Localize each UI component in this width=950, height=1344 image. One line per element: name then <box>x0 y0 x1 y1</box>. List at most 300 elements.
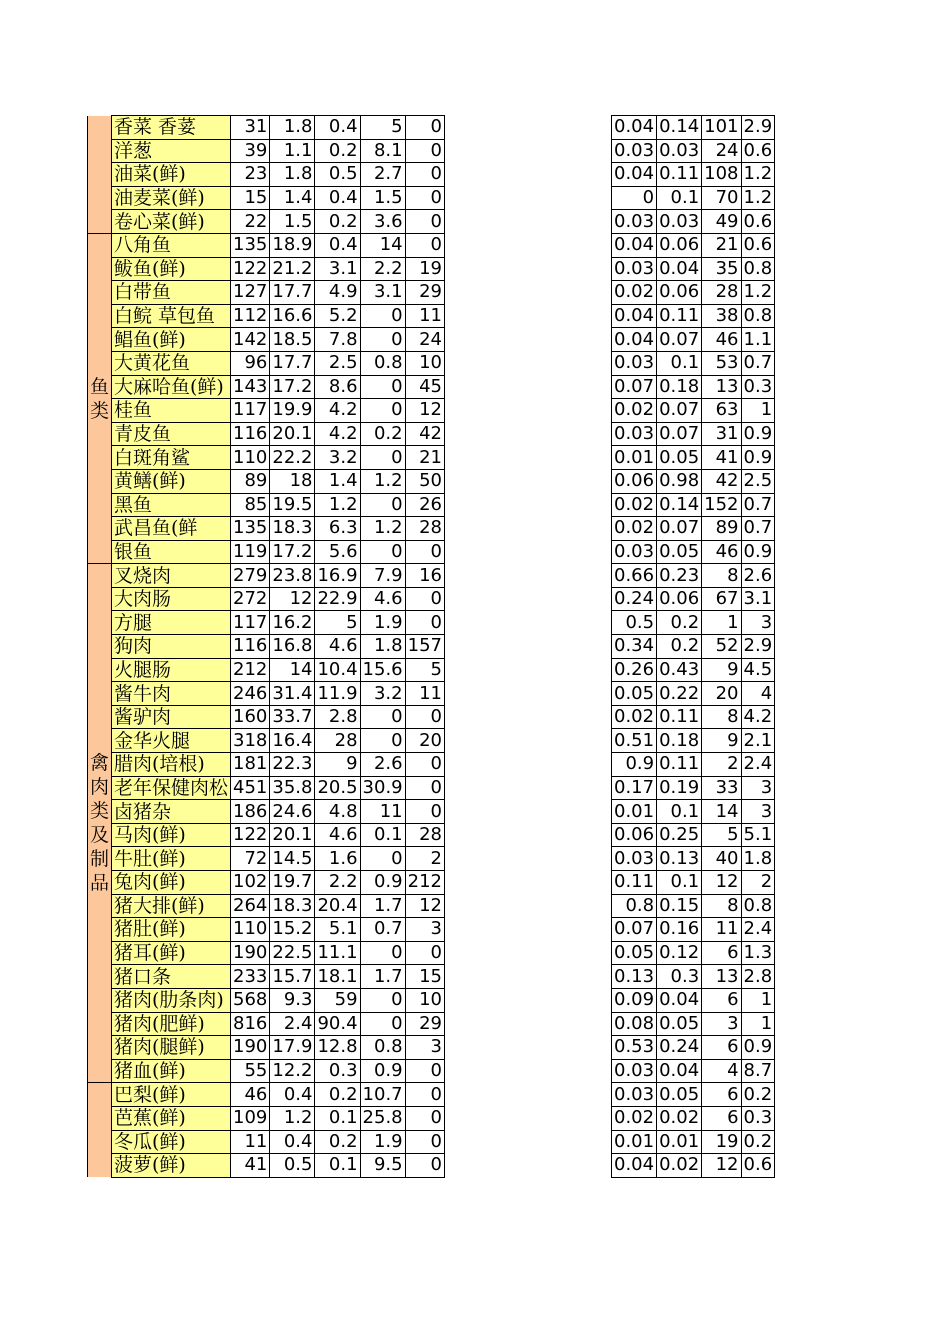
value-cell: 0.07 <box>657 422 702 446</box>
value-cell: 143 <box>231 375 270 399</box>
value-cell: 39 <box>231 139 270 163</box>
value-cell: 42 <box>702 469 741 493</box>
value-cell: 0.03 <box>612 422 657 446</box>
value-cell: 4.6 <box>315 635 360 659</box>
value-cell: 72 <box>231 847 270 871</box>
value-cell: 0.53 <box>612 1036 657 1060</box>
table-row <box>88 800 445 824</box>
value-cell: 0.3 <box>741 375 775 399</box>
value-cell: 0.1 <box>657 871 702 895</box>
value-cell: 17.9 <box>270 1036 315 1060</box>
nutrition-table-right <box>611 115 775 1178</box>
value-cell: 1.7 <box>360 894 405 918</box>
value-cell: 0 <box>405 233 444 257</box>
value-cell: 0.04 <box>657 1059 702 1083</box>
value-cell: 0.1 <box>360 823 405 847</box>
table-row <box>612 257 775 281</box>
value-cell: 14 <box>702 800 741 824</box>
value-cell: 0 <box>405 1106 444 1130</box>
value-cell: 33.7 <box>270 705 315 729</box>
value-cell: 0 <box>405 1083 444 1107</box>
value-cell: 46 <box>702 540 741 564</box>
table-row <box>88 1036 445 1060</box>
value-cell: 0 <box>405 116 444 140</box>
table-row <box>88 1059 445 1083</box>
table-row <box>88 941 445 965</box>
table-row <box>88 304 445 328</box>
food-name-cell: 鲳鱼(鲜) <box>112 328 231 352</box>
value-cell: 0.2 <box>315 210 360 234</box>
value-cell: 6 <box>702 1036 741 1060</box>
value-cell: 16.2 <box>270 611 315 635</box>
value-cell: 0.02 <box>657 1154 702 1178</box>
table-row <box>612 233 775 257</box>
value-cell: 22.2 <box>270 446 315 470</box>
table-row <box>612 753 775 777</box>
value-cell: 17.7 <box>270 351 315 375</box>
value-cell: 21 <box>702 233 741 257</box>
value-cell: 13 <box>702 375 741 399</box>
value-cell: 212 <box>405 871 444 895</box>
value-cell: 3 <box>405 1036 444 1060</box>
value-cell: 2.4 <box>741 753 775 777</box>
value-cell: 0 <box>405 1059 444 1083</box>
table-row <box>612 871 775 895</box>
value-cell: 1 <box>702 611 741 635</box>
value-cell: 8.6 <box>315 375 360 399</box>
food-name-cell: 猪大排(鲜) <box>112 894 231 918</box>
table-row <box>88 1012 445 1036</box>
value-cell: 2.5 <box>741 469 775 493</box>
value-cell: 28 <box>702 281 741 305</box>
value-cell: 0.11 <box>657 705 702 729</box>
category-char: 品 <box>90 872 110 895</box>
value-cell: 0 <box>360 941 405 965</box>
value-cell: 0.4 <box>315 186 360 210</box>
table-row <box>612 281 775 305</box>
table-row <box>612 1106 775 1130</box>
table-row <box>88 186 445 210</box>
table-row <box>612 705 775 729</box>
value-cell: 0.13 <box>612 965 657 989</box>
value-cell: 0.02 <box>612 517 657 541</box>
table-row <box>88 493 445 517</box>
category-label <box>88 1083 112 1177</box>
value-cell: 0.51 <box>612 729 657 753</box>
value-cell: 38 <box>702 304 741 328</box>
value-cell: 1.4 <box>315 469 360 493</box>
value-cell: 6.3 <box>315 517 360 541</box>
value-cell: 0.8 <box>612 894 657 918</box>
value-cell: 119 <box>231 540 270 564</box>
value-cell: 108 <box>702 163 741 187</box>
value-cell: 0.03 <box>657 210 702 234</box>
value-cell: 5 <box>360 116 405 140</box>
value-cell: 2 <box>405 847 444 871</box>
food-name-cell: 马肉(鲜) <box>112 823 231 847</box>
table-row <box>612 446 775 470</box>
value-cell: 63 <box>702 399 741 423</box>
table-row <box>88 894 445 918</box>
table-row <box>612 493 775 517</box>
value-cell: 17.2 <box>270 375 315 399</box>
value-cell: 0.04 <box>612 304 657 328</box>
value-cell: 0.5 <box>315 163 360 187</box>
value-cell: 4 <box>741 682 775 706</box>
value-cell: 31 <box>702 422 741 446</box>
value-cell: 190 <box>231 1036 270 1060</box>
value-cell: 19.9 <box>270 399 315 423</box>
value-cell: 2.5 <box>315 351 360 375</box>
value-cell: 0.11 <box>612 871 657 895</box>
value-cell: 0.2 <box>657 611 702 635</box>
value-cell: 42 <box>405 422 444 446</box>
value-cell: 26 <box>405 493 444 517</box>
value-cell: 14.5 <box>270 847 315 871</box>
value-cell: 0 <box>405 540 444 564</box>
food-name-cell: 酱牛肉 <box>112 682 231 706</box>
value-cell: 18 <box>270 469 315 493</box>
value-cell: 5.2 <box>315 304 360 328</box>
value-cell: 135 <box>231 517 270 541</box>
value-cell: 190 <box>231 941 270 965</box>
food-name-cell: 黄鳝(鲜) <box>112 469 231 493</box>
value-cell: 0 <box>405 611 444 635</box>
value-cell: 2.7 <box>360 163 405 187</box>
table-row <box>612 776 775 800</box>
food-name-cell: 洋葱 <box>112 139 231 163</box>
value-cell: 0.7 <box>741 517 775 541</box>
value-cell: 110 <box>231 918 270 942</box>
value-cell: 4.8 <box>315 800 360 824</box>
table-row <box>88 233 445 257</box>
value-cell: 1.9 <box>360 1130 405 1154</box>
value-cell: 0.05 <box>657 446 702 470</box>
value-cell: 0.5 <box>612 611 657 635</box>
food-name-cell: 卤猪杂 <box>112 800 231 824</box>
value-cell: 11 <box>360 800 405 824</box>
value-cell: 70 <box>702 186 741 210</box>
value-cell: 96 <box>231 351 270 375</box>
value-cell: 0.03 <box>612 139 657 163</box>
value-cell: 11 <box>405 682 444 706</box>
table-row <box>612 658 775 682</box>
value-cell: 10.7 <box>360 1083 405 1107</box>
value-cell: 0.1 <box>315 1106 360 1130</box>
value-cell: 0.02 <box>612 399 657 423</box>
value-cell: 0.98 <box>657 469 702 493</box>
table-row <box>612 965 775 989</box>
table-row <box>612 823 775 847</box>
value-cell: 30.9 <box>360 776 405 800</box>
value-cell: 186 <box>231 800 270 824</box>
value-cell: 11 <box>702 918 741 942</box>
value-cell: 0.5 <box>270 1154 315 1178</box>
value-cell: 0.6 <box>741 233 775 257</box>
value-cell: 0 <box>405 186 444 210</box>
value-cell: 67 <box>702 587 741 611</box>
value-cell: 12.2 <box>270 1059 315 1083</box>
value-cell: 6 <box>702 1106 741 1130</box>
value-cell: 14 <box>360 233 405 257</box>
table-row <box>88 965 445 989</box>
value-cell: 0.07 <box>657 517 702 541</box>
food-name-cell: 巴梨(鲜) <box>112 1083 231 1107</box>
food-name-cell: 火腿肠 <box>112 658 231 682</box>
value-cell: 21 <box>405 446 444 470</box>
value-cell: 46 <box>231 1083 270 1107</box>
value-cell: 116 <box>231 422 270 446</box>
value-cell: 0.1 <box>657 186 702 210</box>
table-row <box>612 800 775 824</box>
value-cell: 0 <box>612 186 657 210</box>
value-cell: 31.4 <box>270 682 315 706</box>
value-cell: 0.06 <box>612 469 657 493</box>
value-cell: 0.2 <box>315 1083 360 1107</box>
value-cell: 12 <box>702 871 741 895</box>
value-cell: 0.34 <box>612 635 657 659</box>
food-name-cell: 武昌鱼(鲜 <box>112 517 231 541</box>
value-cell: 5 <box>405 658 444 682</box>
value-cell: 102 <box>231 871 270 895</box>
table-row <box>612 682 775 706</box>
value-cell: 0.7 <box>741 351 775 375</box>
value-cell: 5.1 <box>315 918 360 942</box>
value-cell: 0.04 <box>612 1154 657 1178</box>
value-cell: 0.04 <box>612 116 657 140</box>
value-cell: 1.5 <box>270 210 315 234</box>
table-row <box>88 446 445 470</box>
category-label <box>88 233 112 563</box>
table-row <box>88 658 445 682</box>
value-cell: 0.4 <box>270 1130 315 1154</box>
value-cell: 110 <box>231 446 270 470</box>
table-row <box>88 116 445 140</box>
value-cell: 0.3 <box>741 1106 775 1130</box>
value-cell: 0.9 <box>612 753 657 777</box>
value-cell: 0.43 <box>657 658 702 682</box>
value-cell: 22 <box>231 210 270 234</box>
value-cell: 29 <box>405 1012 444 1036</box>
table-row <box>612 469 775 493</box>
food-name-cell: 芭蕉(鲜) <box>112 1106 231 1130</box>
table-row <box>88 635 445 659</box>
value-cell: 35 <box>702 257 741 281</box>
value-cell: 0 <box>405 941 444 965</box>
value-cell: 5.6 <box>315 540 360 564</box>
value-cell: 8 <box>702 894 741 918</box>
food-name-cell: 猪肉(肋条肉) <box>112 988 231 1012</box>
table-row <box>612 988 775 1012</box>
value-cell: 0.03 <box>612 1059 657 1083</box>
value-cell: 0.05 <box>612 941 657 965</box>
value-cell: 233 <box>231 965 270 989</box>
table-row <box>612 422 775 446</box>
value-cell: 28 <box>315 729 360 753</box>
value-cell: 0.2 <box>360 422 405 446</box>
value-cell: 18.9 <box>270 233 315 257</box>
food-name-cell: 大黄花鱼 <box>112 351 231 375</box>
table-row <box>612 1083 775 1107</box>
value-cell: 0.02 <box>612 281 657 305</box>
value-cell: 0.03 <box>612 847 657 871</box>
value-cell: 52 <box>702 635 741 659</box>
table-row <box>612 399 775 423</box>
value-cell: 23 <box>231 163 270 187</box>
table-row <box>88 776 445 800</box>
value-cell: 0.06 <box>612 823 657 847</box>
value-cell: 0.09 <box>612 988 657 1012</box>
value-cell: 8 <box>702 705 741 729</box>
value-cell: 0.03 <box>612 1083 657 1107</box>
food-name-cell: 兔肉(鲜) <box>112 871 231 895</box>
value-cell: 0.05 <box>657 1083 702 1107</box>
value-cell: 0.11 <box>657 753 702 777</box>
value-cell: 53 <box>702 351 741 375</box>
value-cell: 0.02 <box>612 705 657 729</box>
value-cell: 0.11 <box>657 304 702 328</box>
value-cell: 1.4 <box>270 186 315 210</box>
value-cell: 19.7 <box>270 871 315 895</box>
value-cell: 1.3 <box>741 941 775 965</box>
value-cell: 25.8 <box>360 1106 405 1130</box>
value-cell: 0 <box>360 304 405 328</box>
value-cell: 0.06 <box>657 233 702 257</box>
value-cell: 0.9 <box>741 1036 775 1060</box>
table-row <box>88 351 445 375</box>
table-row <box>88 1130 445 1154</box>
value-cell: 18.3 <box>270 517 315 541</box>
food-name-cell: 猪血(鲜) <box>112 1059 231 1083</box>
value-cell: 117 <box>231 399 270 423</box>
value-cell: 0.01 <box>612 1130 657 1154</box>
category-char: 及 <box>90 824 110 847</box>
value-cell: 0.13 <box>657 847 702 871</box>
value-cell: 6 <box>702 941 741 965</box>
value-cell: 1.8 <box>270 163 315 187</box>
value-cell: 1.2 <box>741 163 775 187</box>
value-cell: 0.03 <box>612 540 657 564</box>
table-row <box>612 540 775 564</box>
value-cell: 135 <box>231 233 270 257</box>
food-name-cell: 油麦菜(鲜) <box>112 186 231 210</box>
value-cell: 0 <box>405 1154 444 1178</box>
value-cell: 12 <box>702 1154 741 1178</box>
food-name-cell: 酱驴肉 <box>112 705 231 729</box>
value-cell: 22.3 <box>270 753 315 777</box>
value-cell: 816 <box>231 1012 270 1036</box>
value-cell: 2.9 <box>741 116 775 140</box>
table-row <box>88 399 445 423</box>
food-name-cell: 青皮鱼 <box>112 422 231 446</box>
table-row <box>612 351 775 375</box>
value-cell: 9.3 <box>270 988 315 1012</box>
value-cell: 0.2 <box>657 635 702 659</box>
value-cell: 3 <box>405 918 444 942</box>
value-cell: 0 <box>360 375 405 399</box>
value-cell: 0 <box>360 988 405 1012</box>
value-cell: 24 <box>405 328 444 352</box>
value-cell: 109 <box>231 1106 270 1130</box>
value-cell: 7.8 <box>315 328 360 352</box>
value-cell: 2.8 <box>315 705 360 729</box>
value-cell: 0.01 <box>612 800 657 824</box>
value-cell: 0.8 <box>360 351 405 375</box>
value-cell: 11.1 <box>315 941 360 965</box>
value-cell: 0.26 <box>612 658 657 682</box>
value-cell: 0.8 <box>741 304 775 328</box>
category-label <box>88 564 112 1083</box>
value-cell: 10 <box>405 351 444 375</box>
value-cell: 0.05 <box>657 1012 702 1036</box>
table-row <box>612 116 775 140</box>
table-row <box>88 753 445 777</box>
value-cell: 41 <box>702 446 741 470</box>
value-cell: 0 <box>405 210 444 234</box>
value-cell: 0.04 <box>657 988 702 1012</box>
value-cell: 90.4 <box>315 1012 360 1036</box>
food-name-cell: 冬瓜(鲜) <box>112 1130 231 1154</box>
value-cell: 0.3 <box>315 1059 360 1083</box>
value-cell: 0.1 <box>657 351 702 375</box>
value-cell: 4.2 <box>741 705 775 729</box>
nutrition-table-left <box>87 115 445 1178</box>
value-cell: 127 <box>231 281 270 305</box>
value-cell: 16.8 <box>270 635 315 659</box>
table-row <box>612 918 775 942</box>
value-cell: 55 <box>231 1059 270 1083</box>
value-cell: 568 <box>231 988 270 1012</box>
value-cell: 116 <box>231 635 270 659</box>
table-row <box>612 587 775 611</box>
value-cell: 2.4 <box>741 918 775 942</box>
value-cell: 0.6 <box>741 1154 775 1178</box>
food-name-cell: 大麻哈鱼(鲜) <box>112 375 231 399</box>
value-cell: 0.9 <box>741 540 775 564</box>
value-cell: 20 <box>702 682 741 706</box>
value-cell: 0.15 <box>657 894 702 918</box>
value-cell: 18.5 <box>270 328 315 352</box>
value-cell: 0.11 <box>657 163 702 187</box>
value-cell: 0 <box>360 328 405 352</box>
value-cell: 0.6 <box>741 139 775 163</box>
table-row <box>88 540 445 564</box>
value-cell: 0.02 <box>657 1106 702 1130</box>
value-cell: 1.1 <box>741 328 775 352</box>
value-cell: 0 <box>405 776 444 800</box>
table-row <box>88 564 445 588</box>
value-cell: 0.25 <box>657 823 702 847</box>
value-cell: 5 <box>315 611 360 635</box>
table-row <box>88 1106 445 1130</box>
value-cell: 29 <box>405 281 444 305</box>
value-cell: 15.2 <box>270 918 315 942</box>
value-cell: 117 <box>231 611 270 635</box>
value-cell: 0.4 <box>270 1083 315 1107</box>
value-cell: 0.12 <box>657 941 702 965</box>
value-cell: 0 <box>405 163 444 187</box>
category-char: 类 <box>90 800 110 823</box>
table-row <box>612 210 775 234</box>
value-cell: 0.14 <box>657 493 702 517</box>
value-cell: 20 <box>405 729 444 753</box>
value-cell: 1.9 <box>360 611 405 635</box>
table-row <box>612 1154 775 1178</box>
value-cell: 45 <box>405 375 444 399</box>
value-cell: 9 <box>702 658 741 682</box>
value-cell: 0.02 <box>612 1106 657 1130</box>
value-cell: 2.1 <box>741 729 775 753</box>
